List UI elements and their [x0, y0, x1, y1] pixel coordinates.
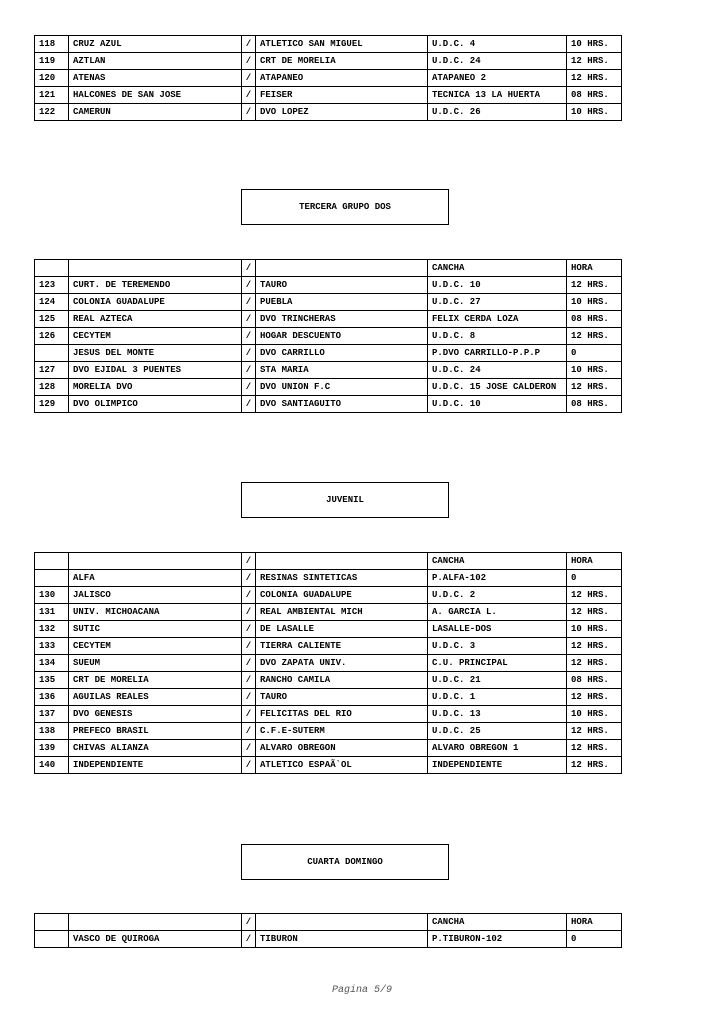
home-team-cell: MORELIA DVO	[69, 379, 242, 396]
section-title-box	[241, 482, 449, 518]
schedule-table	[34, 913, 622, 948]
field-cell: CANCHA	[428, 260, 567, 277]
home-team-cell: ALFA	[69, 570, 242, 587]
home-team-cell: JESUS DEL MONTE	[69, 345, 242, 362]
home-team-cell: CAMERUN	[69, 104, 242, 121]
time-cell: HORA	[567, 260, 622, 277]
match-number-cell: 137	[35, 706, 69, 723]
separator-cell: /	[242, 345, 256, 362]
home-team-cell: JALISCO	[69, 587, 242, 604]
separator-cell: /	[242, 757, 256, 774]
home-team-cell: SUTIC	[69, 621, 242, 638]
home-team-cell: PREFECO BRASIL	[69, 723, 242, 740]
match-number-cell: 127	[35, 362, 69, 379]
separator-cell: /	[242, 655, 256, 672]
table-row	[35, 277, 622, 294]
separator-cell: /	[242, 706, 256, 723]
match-number-cell: 125	[35, 311, 69, 328]
away-team-cell: HOGAR DESCUENTO	[256, 328, 428, 345]
separator-cell: /	[242, 672, 256, 689]
separator-cell: /	[242, 931, 256, 948]
away-team-cell: ATAPANEO	[256, 70, 428, 87]
time-cell: 08 HRS.	[567, 311, 622, 328]
section-title-box	[241, 189, 449, 225]
away-team-cell: REAL AMBIENTAL MICH	[256, 604, 428, 621]
home-team-cell: VASCO DE QUIROGA	[69, 931, 242, 948]
field-cell: U.D.C. 4	[428, 36, 567, 53]
home-team-cell: DVO EJIDAL 3 PUENTES	[69, 362, 242, 379]
field-cell: U.D.C. 3	[428, 638, 567, 655]
time-cell: 12 HRS.	[567, 757, 622, 774]
away-team-cell: ATLETICO ESPAÃ`OL	[256, 757, 428, 774]
time-cell: 12 HRS.	[567, 587, 622, 604]
away-team-cell: FEISER	[256, 87, 428, 104]
separator-cell: /	[242, 914, 256, 931]
away-team-cell: DVO LOPEZ	[256, 104, 428, 121]
section-title-box	[241, 844, 449, 880]
home-team-cell: HALCONES DE SAN JOSE	[69, 87, 242, 104]
time-cell: 10 HRS.	[567, 706, 622, 723]
separator-cell: /	[242, 689, 256, 706]
separator-cell: /	[242, 87, 256, 104]
match-number-cell	[35, 914, 69, 931]
separator-cell: /	[242, 277, 256, 294]
table-row	[35, 70, 622, 87]
away-team-cell: COLONIA GUADALUPE	[256, 587, 428, 604]
table-row	[35, 757, 622, 774]
time-cell: 10 HRS.	[567, 362, 622, 379]
match-number-cell: 123	[35, 277, 69, 294]
time-cell: 0	[567, 570, 622, 587]
separator-cell: /	[242, 311, 256, 328]
match-number-cell: 131	[35, 604, 69, 621]
table-row	[35, 604, 622, 621]
match-number-cell: 138	[35, 723, 69, 740]
separator-cell: /	[242, 604, 256, 621]
time-cell: 10 HRS.	[567, 621, 622, 638]
match-number-cell	[35, 931, 69, 948]
field-cell: LASALLE-DOS	[428, 621, 567, 638]
away-team-cell: RANCHO CAMILA	[256, 672, 428, 689]
table-row	[35, 328, 622, 345]
field-cell: FELIX CERDA LOZA	[428, 311, 567, 328]
away-team-cell: DVO UNION F.C	[256, 379, 428, 396]
separator-cell: /	[242, 70, 256, 87]
table-row	[35, 104, 622, 121]
field-cell: U.D.C. 8	[428, 328, 567, 345]
schedule-table	[34, 259, 622, 413]
away-team-cell: TIERRA CALIENTE	[256, 638, 428, 655]
table-row	[35, 36, 622, 53]
away-team-cell	[256, 553, 428, 570]
field-cell: U.D.C. 27	[428, 294, 567, 311]
schedule-table	[34, 35, 622, 121]
time-cell: 12 HRS.	[567, 70, 622, 87]
field-cell: P.TIBURON-102	[428, 931, 567, 948]
field-cell: P.ALFA-102	[428, 570, 567, 587]
table-row	[35, 87, 622, 104]
home-team-cell: CURT. DE TEREMENDO	[69, 277, 242, 294]
table-row	[35, 260, 622, 277]
field-cell: U.D.C. 1	[428, 689, 567, 706]
field-cell: CANCHA	[428, 914, 567, 931]
away-team-cell: ATLETICO SAN MIGUEL	[256, 36, 428, 53]
away-team-cell: PUEBLA	[256, 294, 428, 311]
away-team-cell: TIBURON	[256, 931, 428, 948]
field-cell: U.D.C. 13	[428, 706, 567, 723]
field-cell: U.D.C. 2	[428, 587, 567, 604]
table-row	[35, 379, 622, 396]
field-cell: U.D.C. 10	[428, 396, 567, 413]
time-cell: 12 HRS.	[567, 328, 622, 345]
home-team-cell	[69, 553, 242, 570]
separator-cell: /	[242, 553, 256, 570]
field-cell: ATAPANEO 2	[428, 70, 567, 87]
separator-cell: /	[242, 294, 256, 311]
table-row	[35, 294, 622, 311]
match-number-cell: 129	[35, 396, 69, 413]
table-row	[35, 689, 622, 706]
field-cell: INDEPENDIENTE	[428, 757, 567, 774]
field-cell: U.D.C. 24	[428, 53, 567, 70]
page-footer: Pagina 5/9	[331, 985, 392, 996]
time-cell: 0	[567, 931, 622, 948]
section-title: CUARTA DOMINGO	[307, 857, 383, 867]
away-team-cell: CRT DE MORELIA	[256, 53, 428, 70]
time-cell: 12 HRS.	[567, 604, 622, 621]
field-cell: CANCHA	[428, 553, 567, 570]
time-cell: 08 HRS.	[567, 87, 622, 104]
table-row	[35, 362, 622, 379]
table-row	[35, 914, 622, 931]
home-team-cell: CECYTEM	[69, 638, 242, 655]
table-row	[35, 638, 622, 655]
home-team-cell: CECYTEM	[69, 328, 242, 345]
field-cell: U.D.C. 15 JOSE CALDERON	[428, 379, 567, 396]
time-cell: HORA	[567, 914, 622, 931]
table-row	[35, 587, 622, 604]
field-cell: C.U. PRINCIPAL	[428, 655, 567, 672]
match-number-cell	[35, 345, 69, 362]
table-row	[35, 621, 622, 638]
home-team-cell	[69, 260, 242, 277]
away-team-cell: STA MARIA	[256, 362, 428, 379]
match-number-cell: 124	[35, 294, 69, 311]
time-cell: HORA	[567, 553, 622, 570]
match-number-cell: 126	[35, 328, 69, 345]
home-team-cell: CRUZ AZUL	[69, 36, 242, 53]
away-team-cell: DVO TRINCHERAS	[256, 311, 428, 328]
match-number-cell	[35, 260, 69, 277]
time-cell: 12 HRS.	[567, 379, 622, 396]
table-row	[35, 723, 622, 740]
time-cell: 0	[567, 345, 622, 362]
separator-cell: /	[242, 740, 256, 757]
home-team-cell: UNIV. MICHOACANA	[69, 604, 242, 621]
field-cell: U.D.C. 25	[428, 723, 567, 740]
table-row	[35, 396, 622, 413]
match-number-cell: 121	[35, 87, 69, 104]
separator-cell: /	[242, 638, 256, 655]
match-number-cell	[35, 553, 69, 570]
time-cell: 12 HRS.	[567, 277, 622, 294]
table-row	[35, 553, 622, 570]
table-row	[35, 53, 622, 70]
field-cell: ALVARO OBREGON 1	[428, 740, 567, 757]
field-cell: U.D.C. 21	[428, 672, 567, 689]
away-team-cell: TAURO	[256, 689, 428, 706]
match-number-cell: 134	[35, 655, 69, 672]
table-row	[35, 672, 622, 689]
time-cell: 12 HRS.	[567, 740, 622, 757]
match-number-cell: 118	[35, 36, 69, 53]
match-number-cell: 122	[35, 104, 69, 121]
field-cell: U.D.C. 26	[428, 104, 567, 121]
separator-cell: /	[242, 53, 256, 70]
away-team-cell: TAURO	[256, 277, 428, 294]
match-number-cell: 136	[35, 689, 69, 706]
time-cell: 10 HRS.	[567, 104, 622, 121]
away-team-cell: ALVARO OBREGON	[256, 740, 428, 757]
separator-cell: /	[242, 396, 256, 413]
separator-cell: /	[242, 723, 256, 740]
away-team-cell	[256, 914, 428, 931]
away-team-cell	[256, 260, 428, 277]
separator-cell: /	[242, 379, 256, 396]
home-team-cell: AGUILAS REALES	[69, 689, 242, 706]
away-team-cell: FELICITAS DEL RIO	[256, 706, 428, 723]
field-cell: TECNICA 13 LA HUERTA	[428, 87, 567, 104]
home-team-cell: CRT DE MORELIA	[69, 672, 242, 689]
time-cell: 12 HRS.	[567, 53, 622, 70]
match-number-cell: 135	[35, 672, 69, 689]
home-team-cell: DVO GENESIS	[69, 706, 242, 723]
separator-cell: /	[242, 621, 256, 638]
match-number-cell: 130	[35, 587, 69, 604]
home-team-cell: REAL AZTECA	[69, 311, 242, 328]
separator-cell: /	[242, 570, 256, 587]
match-number-cell: 120	[35, 70, 69, 87]
home-team-cell	[69, 914, 242, 931]
field-cell: U.D.C. 10	[428, 277, 567, 294]
home-team-cell: DVO OLIMPICO	[69, 396, 242, 413]
separator-cell: /	[242, 36, 256, 53]
away-team-cell: DVO ZAPATA UNIV.	[256, 655, 428, 672]
time-cell: 08 HRS.	[567, 672, 622, 689]
table-row	[35, 345, 622, 362]
table-row	[35, 740, 622, 757]
separator-cell: /	[242, 587, 256, 604]
time-cell: 10 HRS.	[567, 36, 622, 53]
match-number-cell: 140	[35, 757, 69, 774]
table-row	[35, 570, 622, 587]
away-team-cell: C.F.E-SUTERM	[256, 723, 428, 740]
separator-cell: /	[242, 362, 256, 379]
field-cell: P.DVO CARRILLO-P.P.P	[428, 345, 567, 362]
table-row	[35, 931, 622, 948]
away-team-cell: DVO CARRILLO	[256, 345, 428, 362]
away-team-cell: DE LASALLE	[256, 621, 428, 638]
time-cell: 10 HRS.	[567, 294, 622, 311]
away-team-cell: DVO SANTIAGUITO	[256, 396, 428, 413]
home-team-cell: SUEUM	[69, 655, 242, 672]
match-number-cell: 133	[35, 638, 69, 655]
home-team-cell: CHIVAS ALIANZA	[69, 740, 242, 757]
time-cell: 12 HRS.	[567, 723, 622, 740]
table-row	[35, 311, 622, 328]
match-number-cell: 119	[35, 53, 69, 70]
schedule-table	[34, 552, 622, 774]
separator-cell: /	[242, 260, 256, 277]
match-number-cell: 128	[35, 379, 69, 396]
home-team-cell: ATENAS	[69, 70, 242, 87]
section-title: JUVENIL	[326, 495, 364, 505]
time-cell: 12 HRS.	[567, 638, 622, 655]
away-team-cell: RESINAS SINTETICAS	[256, 570, 428, 587]
match-number-cell: 139	[35, 740, 69, 757]
home-team-cell: COLONIA GUADALUPE	[69, 294, 242, 311]
field-cell: U.D.C. 24	[428, 362, 567, 379]
separator-cell: /	[242, 328, 256, 345]
table-row	[35, 655, 622, 672]
field-cell: A. GARCIA L.	[428, 604, 567, 621]
time-cell: 08 HRS.	[567, 396, 622, 413]
table-row	[35, 706, 622, 723]
time-cell: 12 HRS.	[567, 655, 622, 672]
time-cell: 12 HRS.	[567, 689, 622, 706]
section-title: TERCERA GRUPO DOS	[299, 202, 391, 212]
home-team-cell: AZTLAN	[69, 53, 242, 70]
home-team-cell: INDEPENDIENTE	[69, 757, 242, 774]
separator-cell: /	[242, 104, 256, 121]
match-number-cell: 132	[35, 621, 69, 638]
match-number-cell	[35, 570, 69, 587]
